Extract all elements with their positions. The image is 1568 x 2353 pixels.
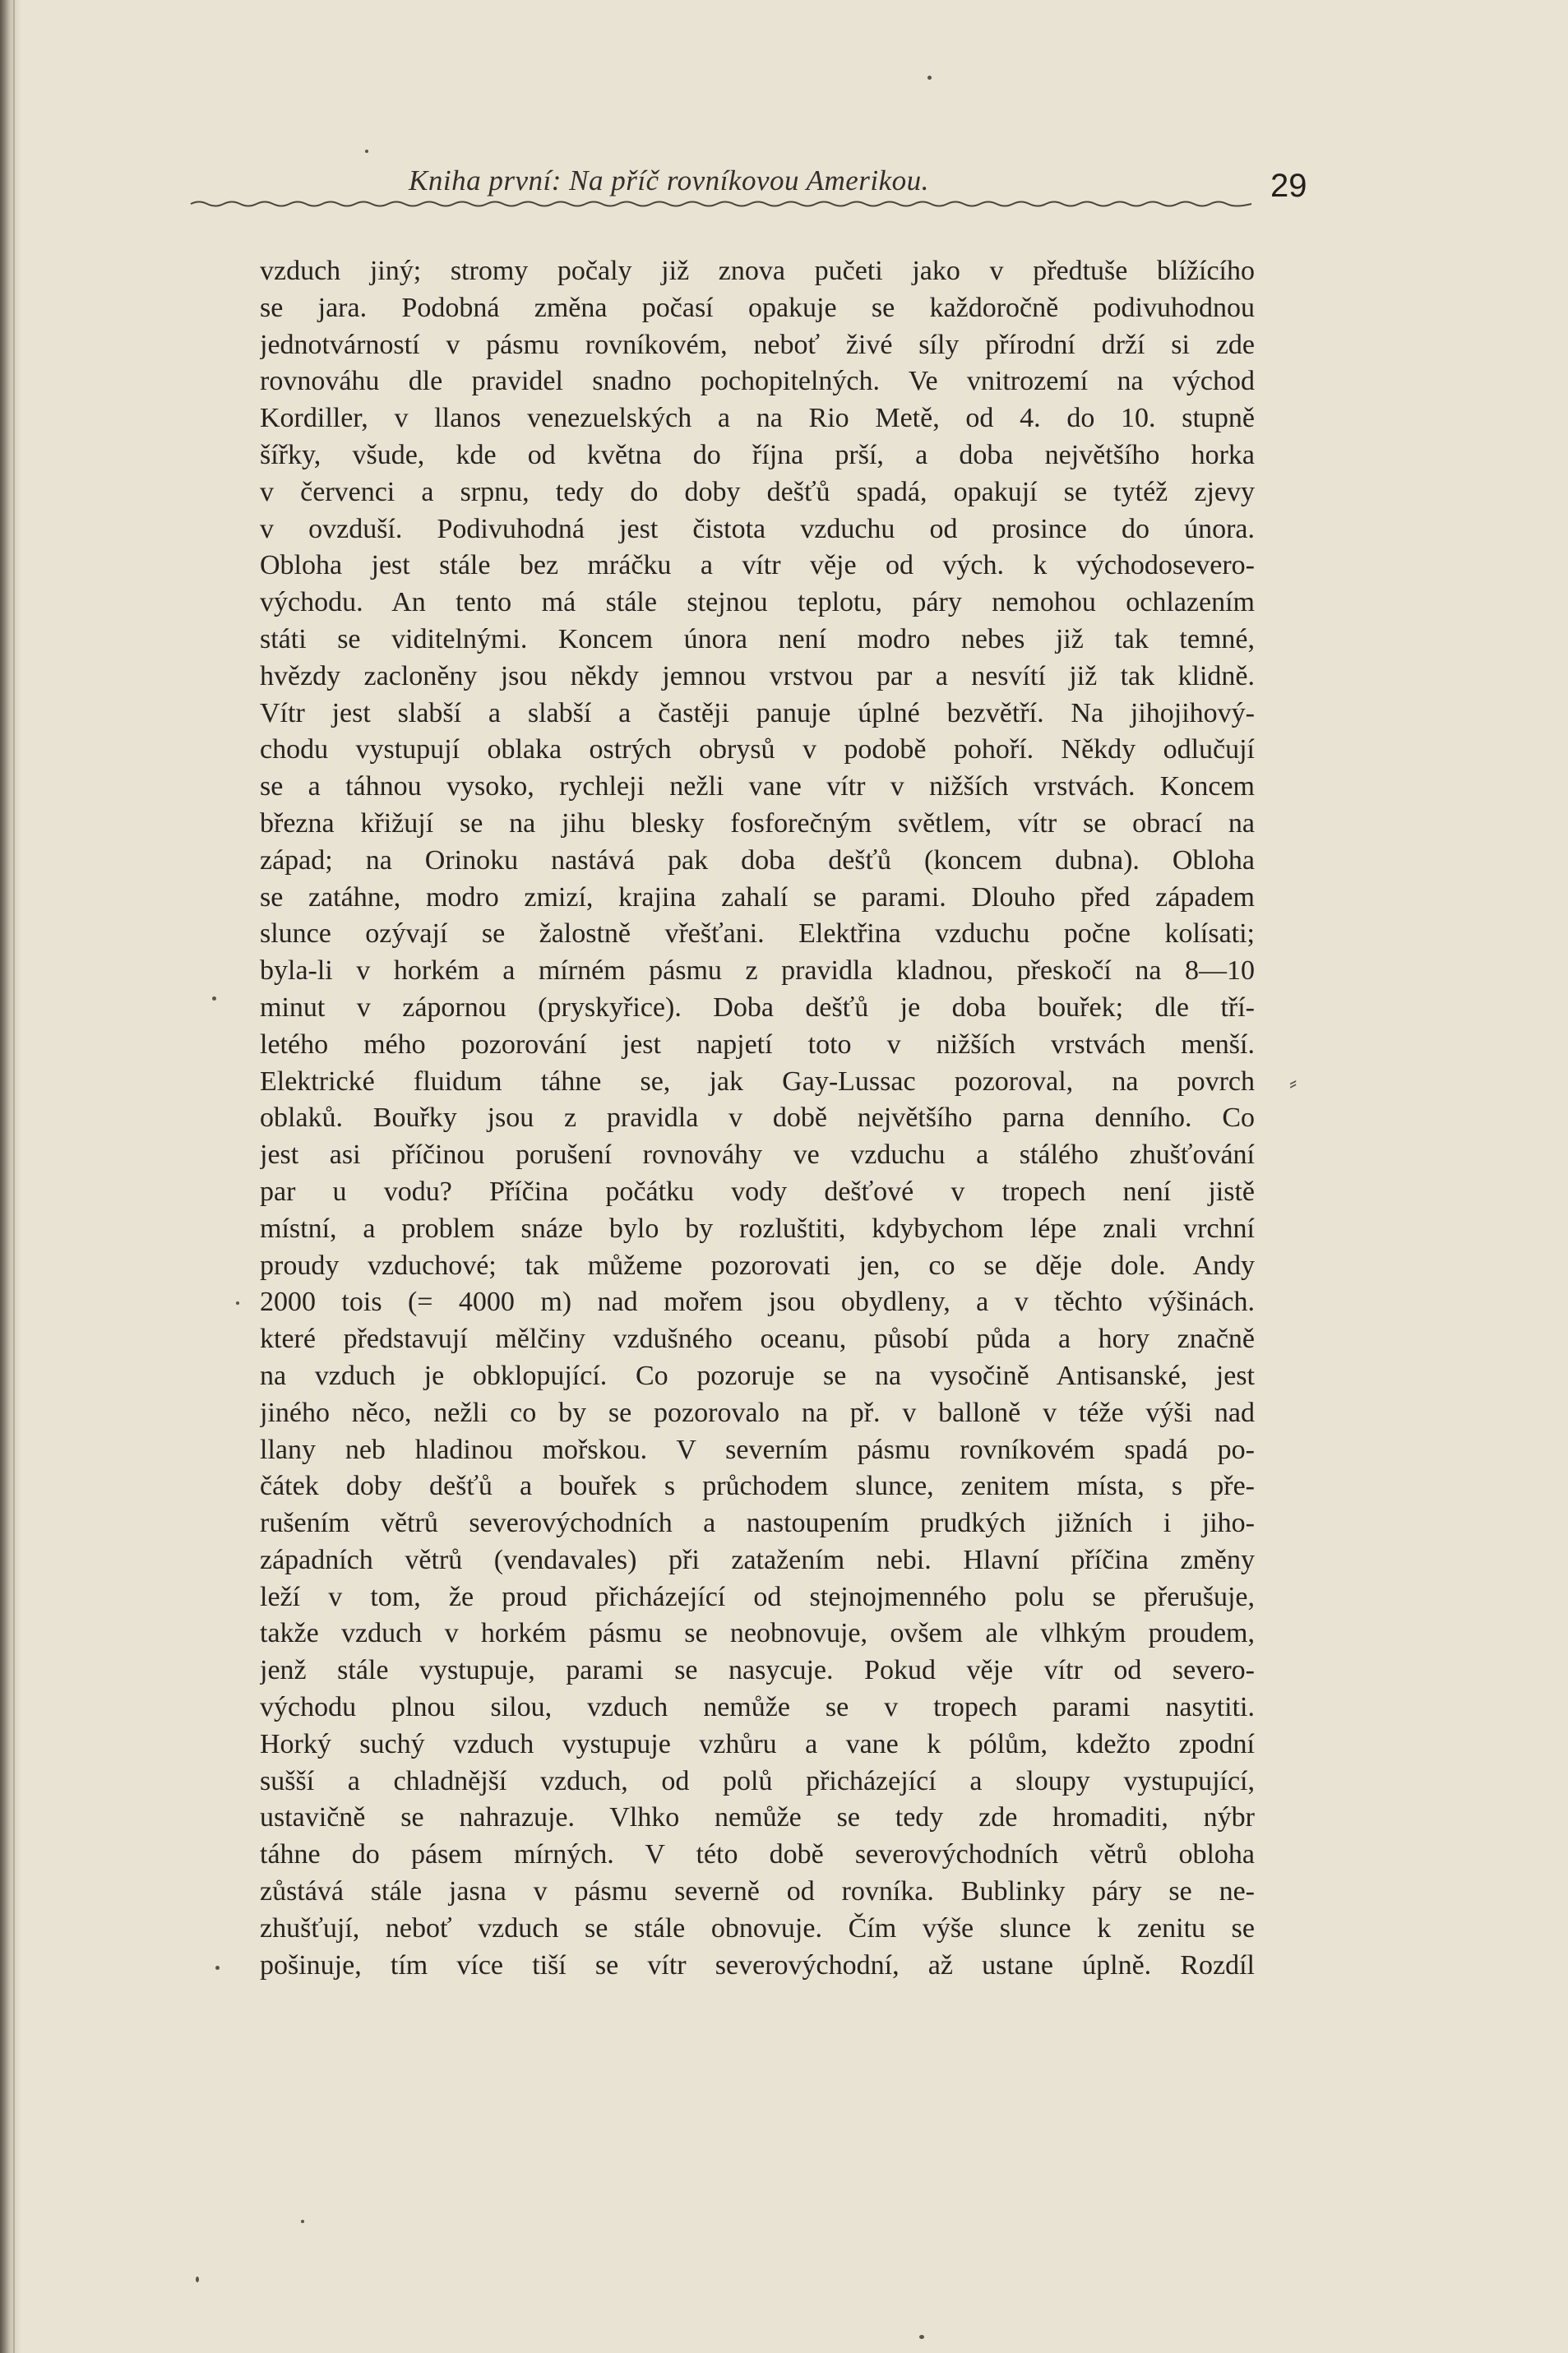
text-line: místní, a problem snáze bylo by rozluštiti, kdybychom lépe znali vrchní [260,1213,1255,1244]
ink-speck [927,76,932,80]
text-line: rovnováhu dle pravidel snadno pochopitelných. Ve vnitrozemí na východ [260,366,1255,397]
text-line: takže vzduch v horkém pásmu se neobnovuje, ovšem ale vlhkým proudem, [260,1618,1255,1649]
text-line: východu. An tento má stále stejnou teplotu, páry nemohou ochlazením [260,587,1255,618]
text-line: leží v tom, že proud přicházející od stejnojmenného polu se přerušuje, [260,1581,1255,1612]
text-line: Vítr jest slabší a slabší a častěji panuje úplné bezvětří. Na jihojihový- [260,697,1255,728]
ink-speck [365,150,368,153]
text-line: jiného něco, nežli co by se pozorovalo na př. v balloně v téže výši nad [260,1397,1255,1428]
text-line: jednotvárností v pásmu rovníkovém, neboť živé síly přírodní drží si zde [260,329,1255,360]
text-line: táhne do pásem mírných. V této době severovýchodních větrů obloha [260,1839,1255,1870]
text-line: Kordiller, v llanos venezuelských a na Rio Metě, od 4. do 10. stupně [260,403,1255,434]
text-line: března křižují se na jihu blesky fosforečným světlem, vítr se obrací na [260,807,1255,839]
ink-speck [215,1966,220,1970]
text-line: oblaků. Bouřky jsou z pravidla v době největšího parna denního. Co [260,1103,1255,1134]
ink-speck [212,996,216,1001]
text-line: vzduch jiný; stromy počaly již znova pučeti jako v předtuše blížícího [260,256,1255,286]
margin-mark: ⸗ [1289,1070,1297,1096]
text-line: byla-li v horkém a mírném pásmu z pravidla kladnou, přeskočí na 8—10 [260,955,1255,987]
text-line: slunce ozývají se žalostně vřešťani. Elektřina vzduchu počne kolísati; [260,918,1255,950]
text-line: které představují mělčiny vzdušného oceanu, působí půda a hory značně [260,1324,1255,1355]
text-line: ustavičně se nahrazuje. Vlhko nemůže se tedy zde hromaditi, nýbr [260,1802,1255,1833]
text-line: se zatáhne, modro zmizí, krajina zahalí se parami. Dlouho před západem [260,881,1255,913]
text-line: rušením větrů severovýchodních a nastoupením prudkých jižních i jiho- [260,1508,1255,1539]
text-line: proudy vzduchové; tak můžeme pozorovati jen, co se děje dole. Andy [260,1250,1255,1281]
text-line: 2000 tois (= 4000 m) nad mořem jsou obydleny, a v těchto výšinách. [260,1287,1255,1318]
ink-speck [236,1301,239,1305]
ink-speck [196,2277,199,2282]
text-line: sušší a chladnější vzduch, od polů přicházející a sloupy vystupující, [260,1765,1255,1796]
text-line: šířky, všude, kde od května do října prší, a doba největšího horka [260,439,1255,470]
text-line: chodu vystupují oblaka ostrých obrysů v podobě pohoří. Někdy odlučují [260,734,1255,765]
header-rule [191,197,1251,210]
page-number: 29 [1270,168,1307,204]
running-head: Kniha první: Na příč rovníkovou Amerikou. [409,164,929,196]
text-line: čátek doby dešťů a bouřek s průchodem slunce, zenitem místa, s pře- [260,1471,1255,1502]
text-line: jest asi příčinou porušení rovnováhy ve vzduchu a stálého zhušťování [260,1140,1255,1171]
text-line: Obloha jest stále bez mráčku a vítr věje od vých. k východosevero- [260,550,1255,581]
text-line: zhušťují, neboť vzduch se stále obnovuje. Čím výše slunce k zenitu se [260,1912,1255,1944]
ink-speck [919,2335,924,2339]
text-line: letého mého pozorování jest napjetí toto v nižších vrstvách menší. [260,1029,1255,1060]
text-line: se a táhnou vysoko, rychleji nežli vane vítr v nižších vrstvách. Koncem [260,771,1255,802]
text-line: jenž stále vystupuje, parami se nasycuje. Pokud věje vítr od severo- [260,1655,1255,1686]
text-line: západních větrů (vendavales) při zatažením nebi. Hlavní příčina změny [260,1544,1255,1575]
text-line: zůstává stále jasna v pásmu severně od rovníka. Bublinky páry se ne- [260,1876,1255,1907]
text-line: státi se viditelnými. Koncem února není modro nebes již tak temné, [260,623,1255,654]
text-line: se jara. Podobná změna počasí opakuje se každoročně podivuhodnou [260,292,1255,323]
text-line: hvězdy zacloněny jsou někdy jemnou vrstvou par a nesvítí již tak klidně. [260,660,1255,691]
text-line: východu plnou silou, vzduch nemůže se v tropech parami nasytiti. [260,1692,1255,1723]
binding-line [13,0,15,2353]
text-line: Horký suchý vzduch vystupuje vzhůru a vane k pólům, kdežto zpodní [260,1728,1255,1759]
text-line: v ovzduší. Podivuhodná jest čistota vzduchu od prosince do února. [260,513,1255,544]
text-line: par u vodu? Příčina počátku vody dešťové v tropech není jistě [260,1176,1255,1207]
body-text [260,253,1255,1984]
text-line: llany neb hladinou mořskou. V severním pásmu rovníkovém spadá po- [260,1434,1255,1465]
text-line: pošinuje, tím více tiší se vítr severovýchodní, až ustane úplně. Rozdíl [260,1949,1255,1981]
binding-gutter [0,0,21,2353]
text-line: západ; na Orinoku nastává pak doba dešťů (koncem dubna). Obloha [260,844,1255,876]
text-line: na vzduch je obklopující. Co pozoruje se na vysočině Antisanské, jest [260,1360,1255,1391]
text-line: v červenci a srpnu, tedy do doby dešťů spadá, opakují se tytéž zjevy [260,476,1255,507]
text-line: minut v zápornou (pryskyřice). Doba dešťů je doba bouřek; dle tří- [260,992,1255,1023]
text-line: Elektrické fluidum táhne se, jak Gay-Lussac pozoroval, na povrch [260,1066,1255,1097]
ink-speck [301,2220,304,2223]
